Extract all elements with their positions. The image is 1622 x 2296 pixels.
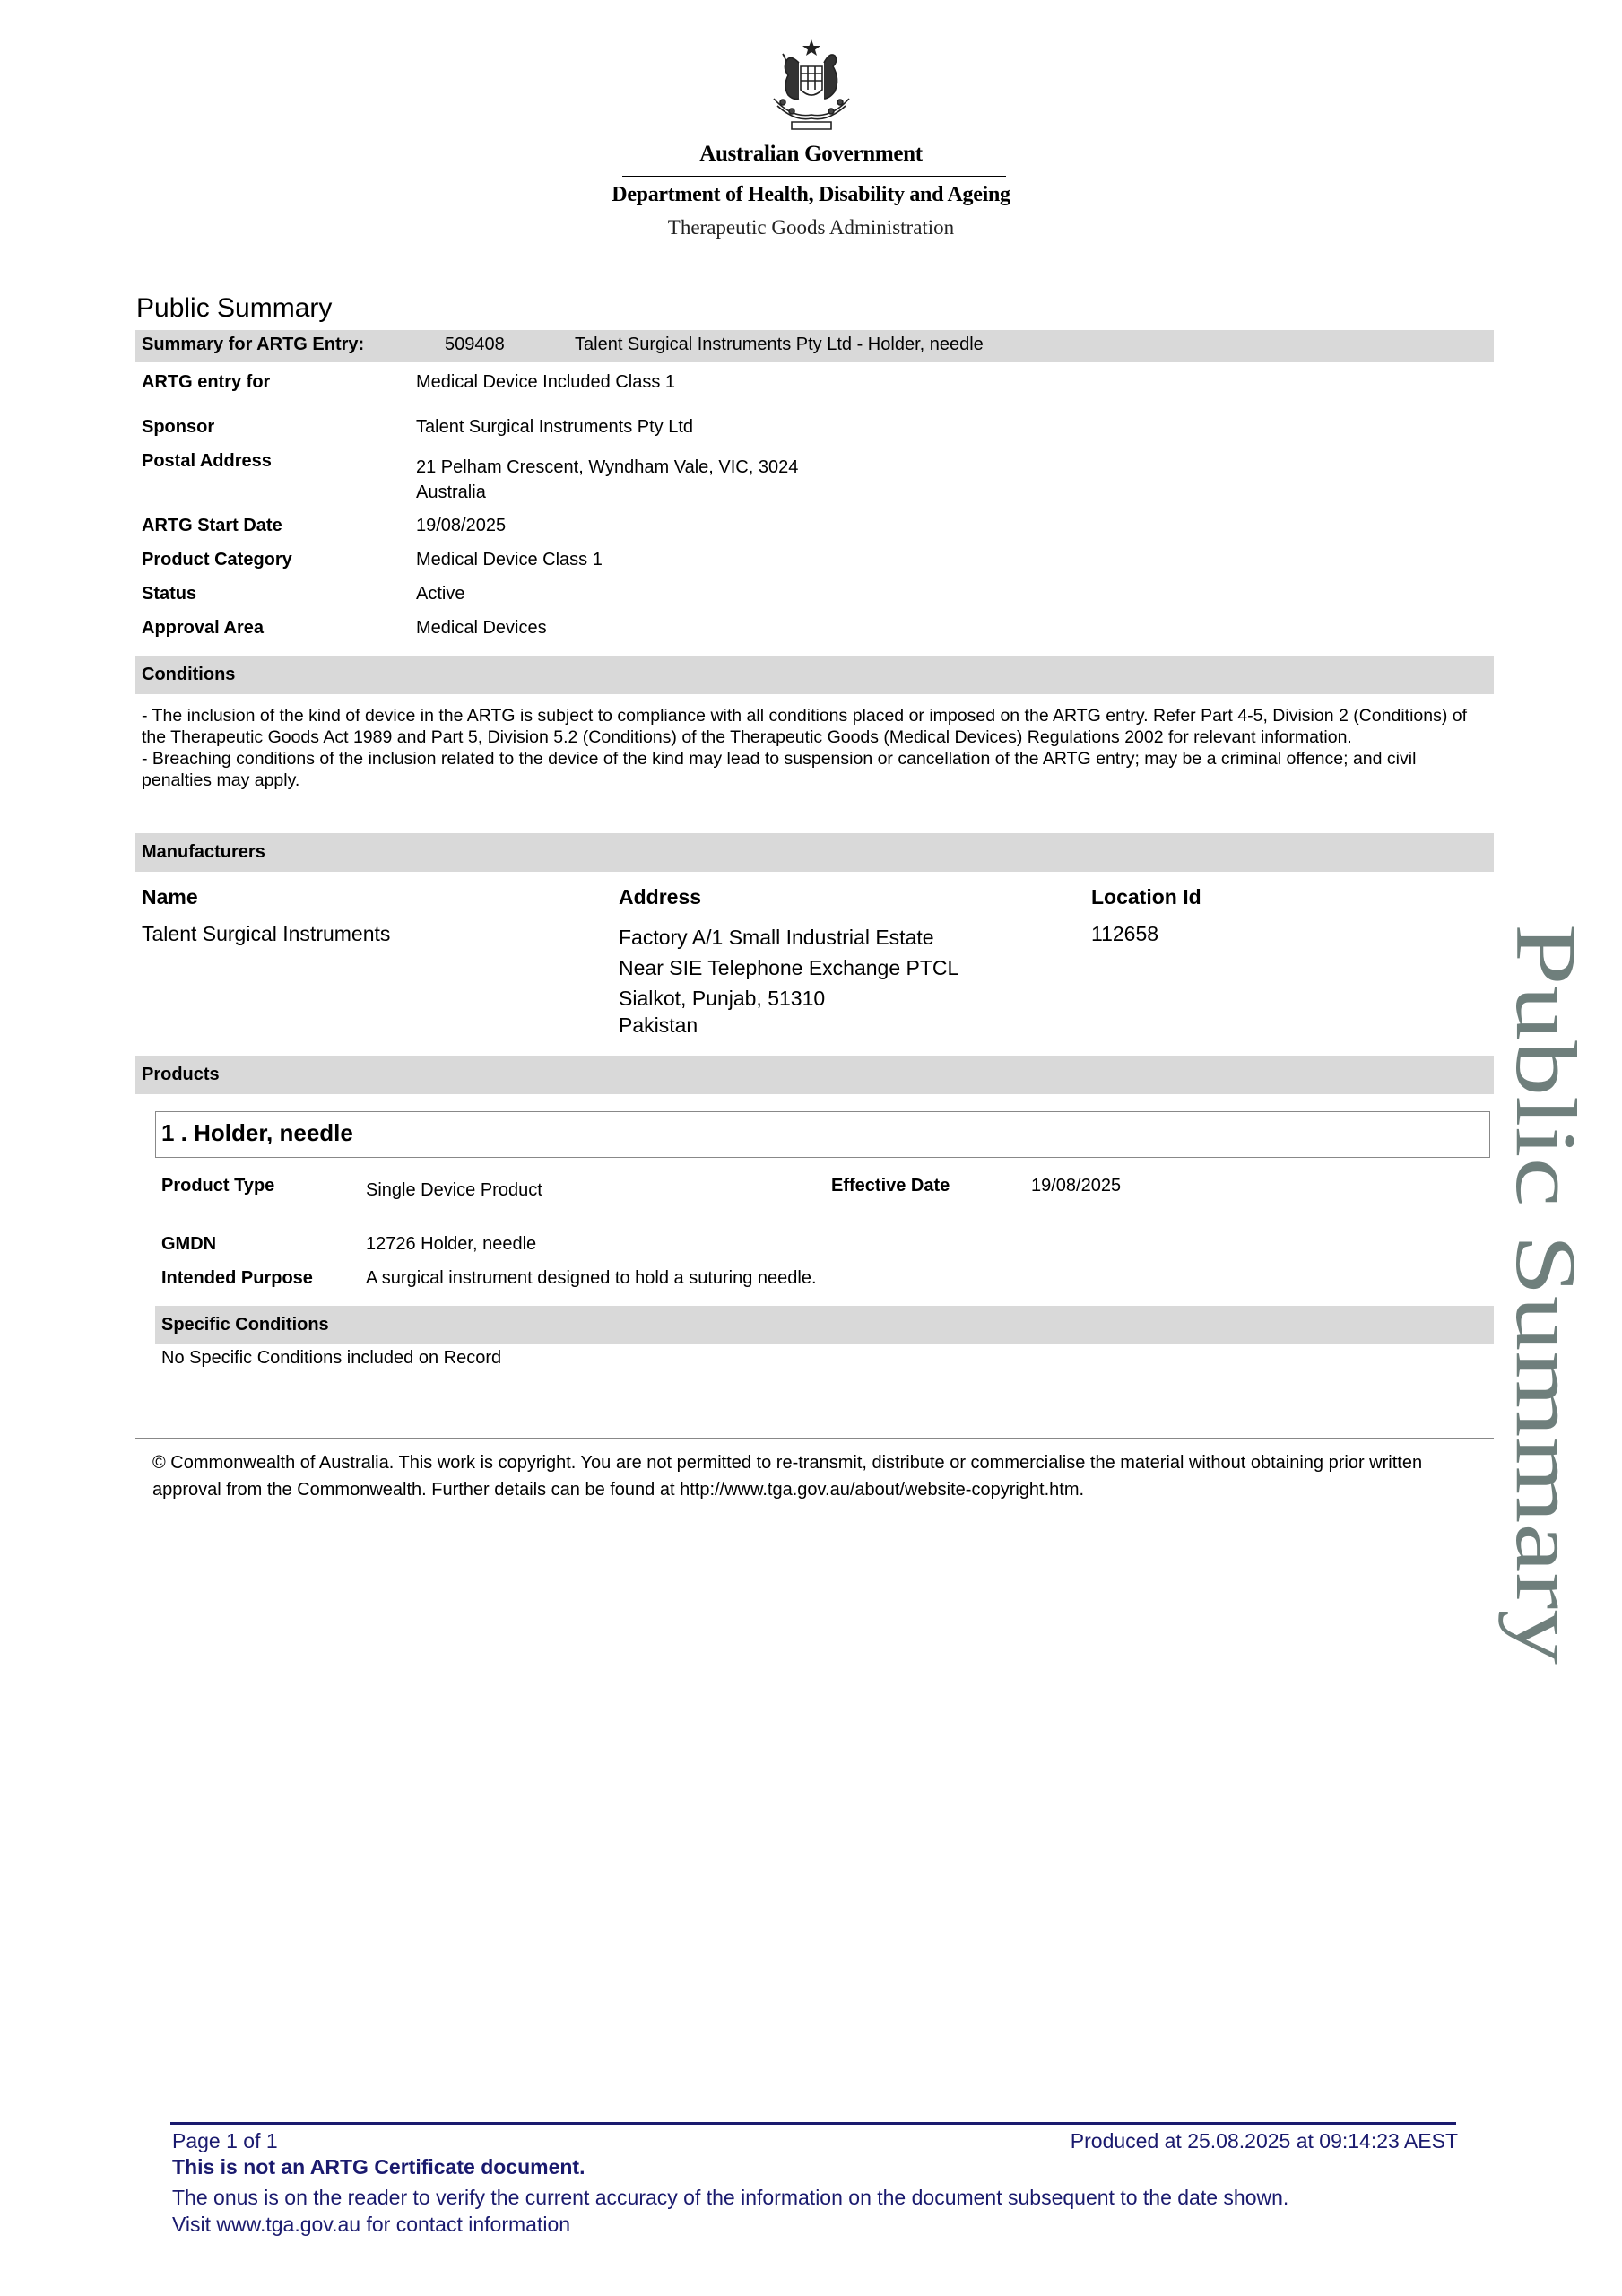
conditions-text <box>142 705 1482 791</box>
entry-number: 509408 <box>445 335 505 354</box>
detail-value: Talent Surgical Instruments Pty Ltd <box>416 417 694 437</box>
detail-label: Product Category <box>142 550 292 570</box>
gmdn-label: GMDN <box>161 1234 217 1254</box>
summary-label: Summary for ARTG Entry: <box>142 335 365 354</box>
agency-name: Therapeutic Goods Administration <box>667 216 955 239</box>
address-line: Sialkot, Punjab, 51310 <box>619 987 826 1010</box>
specific-conditions-text: No Specific Conditions included on Record <box>161 1348 502 1368</box>
header-divider <box>622 176 1006 177</box>
watermark-text: Public Summary <box>1498 924 1594 1500</box>
column-header-name: Name <box>142 885 198 909</box>
detail-value: 21 Pelham Crescent, Wyndham Vale, VIC, 3024 <box>416 457 799 477</box>
intended-purpose-label: Intended Purpose <box>161 1268 313 1288</box>
specific-conditions-heading: Specific Conditions <box>161 1315 329 1335</box>
manufacturers-heading: Manufacturers <box>142 842 265 862</box>
detail-label: Postal Address <box>142 451 272 471</box>
manufacturer-location-id: 112658 <box>1091 922 1159 945</box>
department-name: Department of Health, Disability and Ageing <box>612 183 1010 206</box>
products-heading: Products <box>142 1065 220 1084</box>
public-summary-watermark <box>1497 924 1605 1668</box>
gmdn-value: 12726 Holder, needle <box>366 1234 537 1254</box>
detail-value-line2: Australia <box>416 483 486 502</box>
entry-name: Talent Surgical Instruments Pty Ltd - Holder, needle <box>575 335 984 354</box>
detail-label: Sponsor <box>142 417 215 437</box>
detail-value: 19/08/2025 <box>416 516 507 535</box>
effective-date-label: Effective Date <box>831 1176 950 1196</box>
detail-value: Medical Device Class 1 <box>416 550 603 570</box>
product-type-label: Product Type <box>161 1176 275 1196</box>
copyright-divider <box>135 1438 1494 1439</box>
address-line: Pakistan <box>619 1013 698 1037</box>
onus-notice: The onus is on the reader to verify the current accuracy of the information on the document subsequent to the date shown. <box>172 2186 1289 2209</box>
manufacturer-address <box>619 922 958 1040</box>
manufacturers-bar <box>135 833 1494 872</box>
address-line: Near SIE Telephone Exchange PTCL <box>619 956 959 979</box>
product-title-box <box>155 1111 1490 1158</box>
page-number: Page 1 of 1 <box>172 2129 278 2152</box>
detail-label: ARTG entry for <box>142 372 271 392</box>
effective-date-value: 19/08/2025 <box>1031 1176 1122 1196</box>
detail-label: Status <box>142 584 197 604</box>
government-name: Australian Government <box>699 142 923 166</box>
column-header-address: Address <box>619 885 702 909</box>
conditions-bar <box>135 656 1494 694</box>
product-type-value: Single Device Product <box>366 1180 542 1200</box>
not-certificate-notice: This is not an ARTG Certificate document. <box>172 2155 585 2179</box>
detail-value: Medical Device Included Class 1 <box>416 372 676 392</box>
address-line: Factory A/1 Small Industrial Estate <box>619 926 934 949</box>
intended-purpose-value: A surgical instrument designed to hold a suturing needle. <box>366 1268 817 1288</box>
footer-divider <box>170 2122 1456 2125</box>
condition-line: - Breaching conditions of the inclusion related to the device of the kind may lead to suspension or cancellation of the ARTG entry; may be a criminal offence; and civil penalties may apply. <box>142 749 1417 790</box>
detail-value: Active <box>416 584 465 604</box>
column-header-location-id: Location Id <box>1091 885 1201 909</box>
contact-notice: Visit www.tga.gov.au for contact information <box>172 2213 571 2236</box>
page-title: Public Summary <box>136 293 333 323</box>
products-bar <box>135 1056 1494 1094</box>
copyright-notice: © Commonwealth of Australia. This work is copyright. You are not permitted to re-transmit, distribute or commercialise the material without obtaining prior written approval from the Commonwealth. Further details can be found at http://www.tga.gov.au/about/website-copyright.htm. <box>152 1453 1423 1500</box>
product-title: 1 . Holder, needle <box>161 1119 353 1146</box>
manufacturer-name: Talent Surgical Instruments <box>142 922 391 945</box>
detail-value: Medical Devices <box>416 618 547 638</box>
conditions-heading: Conditions <box>142 665 236 684</box>
coat-of-arms-icon <box>756 36 867 136</box>
specific-conditions-bar <box>155 1306 1494 1344</box>
produced-timestamp: Produced at 25.08.2025 at 09:14:23 AEST <box>1070 2129 1458 2152</box>
detail-label: Approval Area <box>142 618 264 638</box>
condition-line: - The inclusion of the kind of device in the ARTG is subject to compliance with all conditions placed or imposed on the ARTG entry. Refer Part 4-5, Division 2 (Conditions) of the Therapeutic Goods Act 1989 and Part 5, Division 5.2 (Conditions) of the Therapeutic Goods (Medical Devices) Regulations 2002 for relevant information. <box>142 706 1468 747</box>
detail-label: ARTG Start Date <box>142 516 282 535</box>
